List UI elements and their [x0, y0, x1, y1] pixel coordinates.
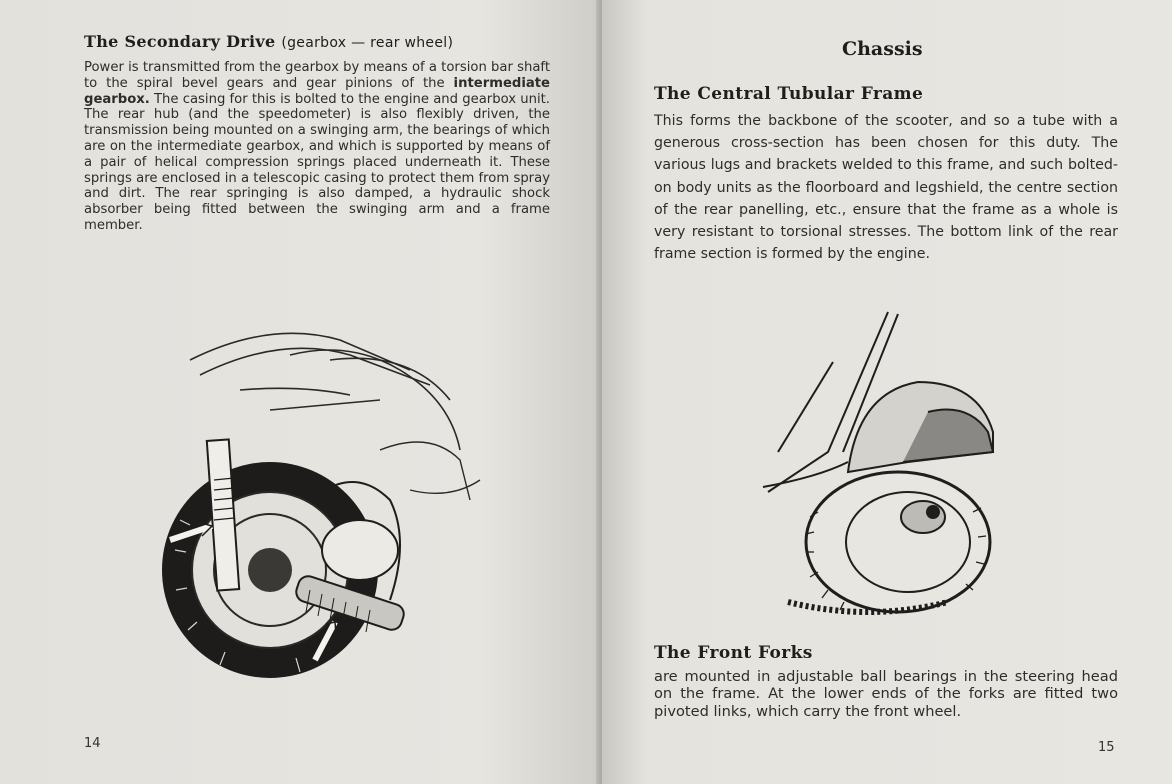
chapter-title: Chassis [842, 38, 923, 60]
section-heading-secondary-drive [84, 32, 453, 51]
heading-subtitle: (gearbox — rear wheel) [281, 35, 454, 51]
paragraph-text: Power is transmitted from the gearbox by means of a torsion bar shaft to the spiral bevel gears and gear pinions of the [84, 60, 550, 91]
page-number: 14 [84, 736, 101, 751]
central-frame-paragraph: This forms the backbone of the scooter, and so a tube with a generous cross-section has been chosen for this duty. The various lugs and brackets welded to this frame, and such bolted-on body units as the floorboard and legshield, the centre section of the rear panelling, etc., ensure that the frame as a whole is very resistant to torsional stresses. The bottom link of the rear frame section is formed by the engine. [654, 113, 1118, 263]
page-number: 15 [1098, 740, 1115, 755]
secondary-drive-paragraph [84, 60, 550, 234]
section-heading-front-forks: The Front Forks [654, 643, 813, 663]
paragraph-text: The casing for this is bolted to the engine and gearbox unit. The rear hub (and the speedometer) is also flexibly driven, the transmission being mounted on a swinging arm, the bearings of which are on the intermediate gearbox, and which is supported by means of a pair of helical compression springs placed underneath it. These springs are enclosed in a telescopic casing to protect them from spray and dirt. The rear springing is also damped, a hydraulic shock absorber being fitted between the swinging arm and a frame member. [84, 91, 550, 233]
front-wheel-fork-illustration [748, 302, 1018, 622]
front-forks-paragraph: are mounted in adjustable ball bearings in the steering head on the frame. At the lower ends of the forks are fitted two pivoted links, which carry the front wheel. [654, 668, 1118, 720]
rear-wheel-drive-illustration [150, 300, 500, 700]
heading-text: The Secondary Drive [84, 32, 276, 51]
section-heading-central-frame: The Central Tubular Frame [654, 84, 924, 104]
paragraph-bold-term: intermediate gearbox. [84, 75, 550, 107]
